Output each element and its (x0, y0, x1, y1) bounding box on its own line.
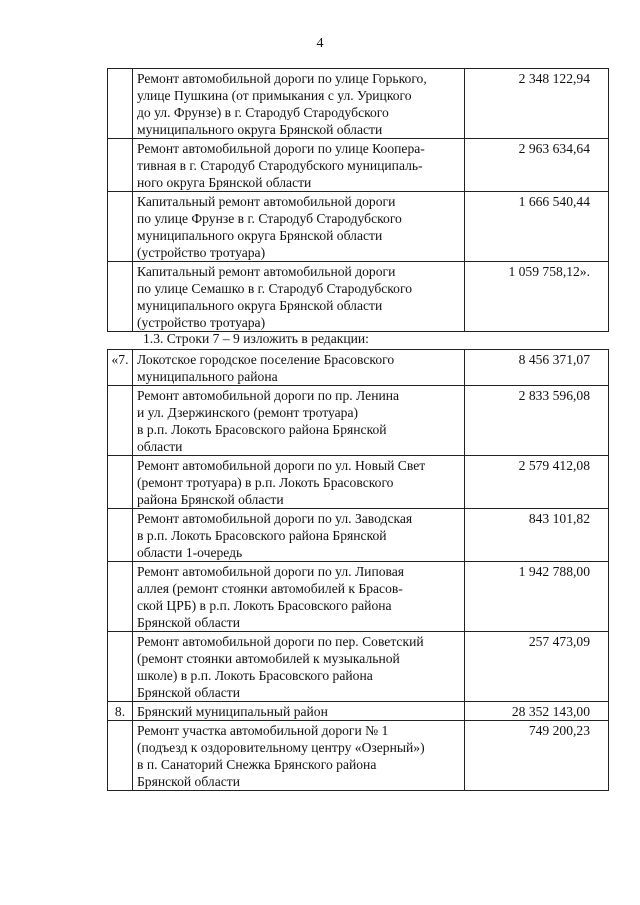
row-number (108, 509, 133, 562)
table-row (108, 192, 609, 262)
table-row (108, 350, 609, 386)
row-description: Ремонт участка автомобильной дороги № 1 (подъезд к оздоровительному центру «Озерный») в п. Санаторий Снежка Брянского района Брянской области (137, 723, 425, 789)
row-amount: 1 666 540,44 (465, 192, 609, 262)
row-amount: 749 200,23 (465, 721, 609, 791)
table-row (108, 509, 609, 562)
table-row (108, 386, 609, 456)
row-description: Ремонт автомобильной дороги по ул. Липовая аллея (ремонт стоянки автомобилей к Брасов- ской ЦРБ) в р.п. Локоть Брасовского района Брянской области (137, 564, 405, 630)
table-row (108, 456, 609, 509)
table-row (108, 69, 609, 139)
row-amount: 8 456 371,07 (465, 350, 609, 386)
row-number: 8. (108, 702, 133, 721)
row-number (108, 721, 133, 791)
row-description: Ремонт автомобильной дороги по пер. Советский (ремонт стоянки автомобилей к музыкальной школе) в р.п. Локоть Брасовского района Брянской области (137, 634, 424, 700)
row-description: Брянский муниципальный район (137, 704, 328, 719)
row-number (108, 386, 133, 456)
page-number: 4 (316, 36, 324, 51)
row-description: Ремонт автомобильной дороги по ул. Новый Свет (ремонт тротуара) в р.п. Локоть Брасовского района Брянской области (137, 458, 426, 507)
row-number (108, 69, 133, 139)
row-amount: 1 942 788,00 (465, 562, 609, 632)
row-description: Локотское городское поселение Брасовского муниципального района (137, 352, 395, 384)
row-description: Ремонт автомобильной дороги по ул. Заводская в р.п. Локоть Брасовского района Брянской области 1-очередь (137, 511, 413, 560)
row-amount: 2 348 122,94 (465, 69, 609, 139)
row-description: Капитальный ремонт автомобильной дороги по улице Фрунзе в г. Стародуб Стародубского муниципального округа Брянской области (устройство тротуара) (137, 194, 402, 260)
row-description: Ремонт автомобильной дороги по пр. Ленина и ул. Дзержинского (ремонт тротуара) в р.п. Локоть Брасовского района Брянской области (137, 388, 400, 454)
row-amount: 257 473,09 (465, 632, 609, 702)
row-number (108, 456, 133, 509)
row-amount: 28 352 143,00 (465, 702, 609, 721)
table-row (108, 721, 609, 791)
row-number (108, 139, 133, 192)
row-number (108, 192, 133, 262)
row-amount: 2 963 634,64 (465, 139, 609, 192)
amendment-note: 1.3. Строки 7 – 9 изложить в редакции: (143, 331, 369, 346)
row-description: Ремонт автомобильной дороги по улице Коопера- тивная в г. Стародуб Стародубского муниципаль- ного округа Брянской области (137, 141, 425, 190)
row-number (108, 262, 133, 332)
row-description: Ремонт автомобильной дороги по улице Горького, улице Пушкина (от примыкания с ул. Урицкого до ул. Фрунзе) в г. Стародуб Стародубского муниципального округа Брянской области (137, 71, 427, 137)
row-number (108, 562, 133, 632)
funding-table-top (107, 68, 609, 332)
row-number: «7. (108, 350, 133, 386)
table-row (108, 632, 609, 702)
row-number (108, 632, 133, 702)
row-amount: 1 059 758,12». (465, 262, 609, 332)
row-amount: 2 833 596,08 (465, 386, 609, 456)
table-row (108, 262, 609, 332)
row-description: Капитальный ремонт автомобильной дороги по улице Семашко в г. Стародуб Стародубского муниципального округа Брянской области (устройство тротуара) (137, 264, 413, 330)
row-amount: 2 579 412,08 (465, 456, 609, 509)
funding-table-bottom (107, 349, 609, 791)
table-row (108, 139, 609, 192)
row-amount: 843 101,82 (465, 509, 609, 562)
table-row (108, 702, 609, 721)
table-row (108, 562, 609, 632)
